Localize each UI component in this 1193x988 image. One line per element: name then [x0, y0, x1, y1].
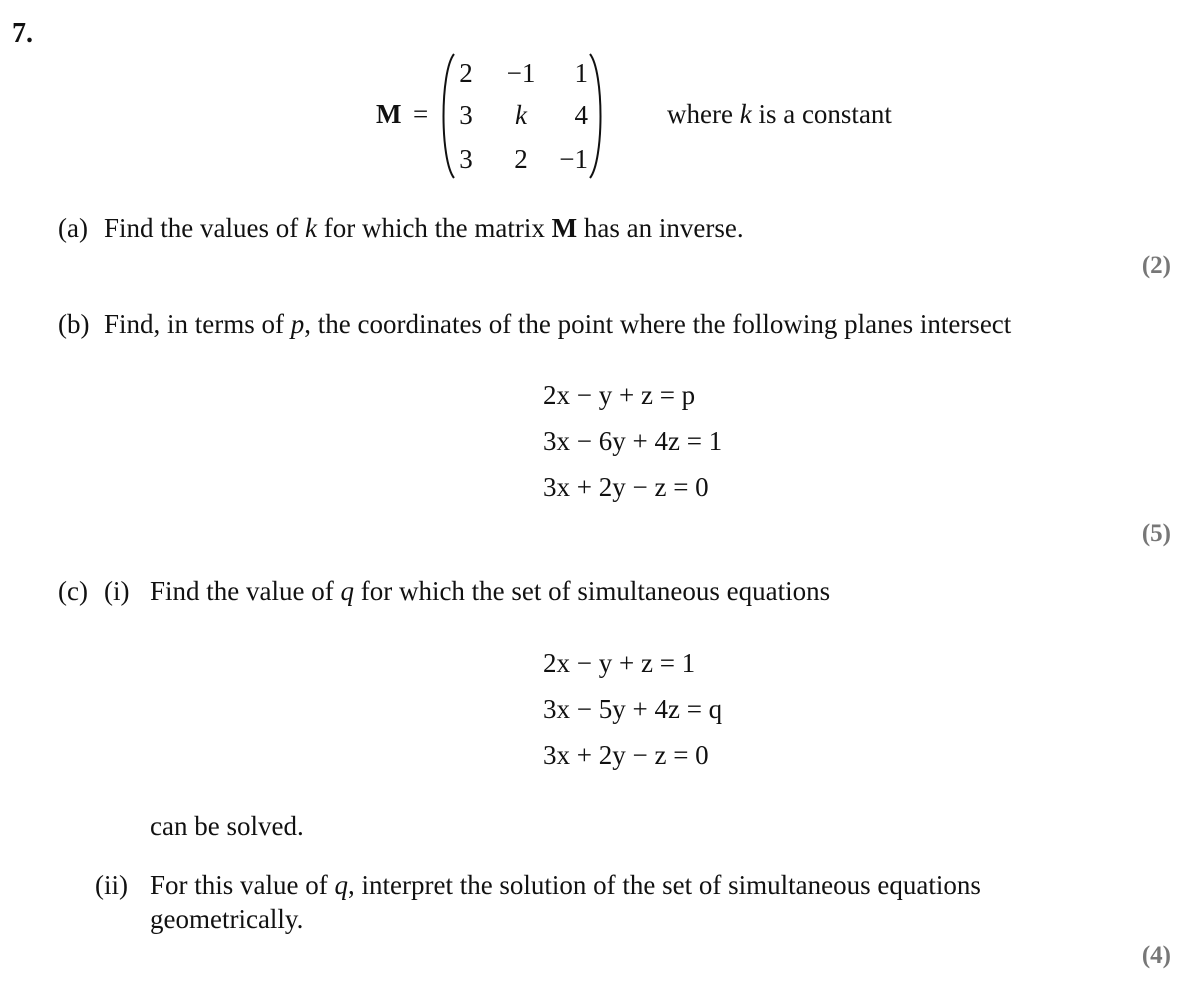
right-paren	[586, 52, 606, 180]
matrix-equals: =	[413, 99, 429, 129]
part-c-marks: (4)	[1141, 942, 1171, 969]
part-b-equation-1: 2x − y + z = p	[543, 380, 696, 410]
part-b-label: (b)	[58, 309, 90, 339]
matrix-cell-r3c1: 3	[459, 144, 473, 174]
matrix-name: M	[376, 99, 402, 129]
part-c-after-equations: can be solved.	[150, 811, 304, 841]
matrix-cell-r2c1: 3	[459, 100, 473, 130]
part-c-label: (c)	[58, 576, 88, 606]
part-c-ii-text-continued: geometrically.	[150, 904, 304, 934]
part-a-marks: (2)	[1141, 252, 1171, 279]
part-b-equation-3: 3x + 2y − z = 0	[543, 472, 709, 502]
part-c-equation-2: 3x − 5y + 4z = q	[543, 694, 723, 724]
matrix-cell-r2c3: 4	[574, 100, 588, 130]
part-b-equation-2: 3x − 6y + 4z = 1	[543, 426, 723, 456]
part-c-i-label: (i)	[104, 576, 130, 606]
matrix-cell-r3c3: −1	[559, 144, 588, 174]
question-number: 7.	[12, 18, 33, 49]
matrix-cell-r1c3: 1	[574, 58, 588, 88]
part-c-i-text: Find the value of q for which the set of simultaneous equations	[150, 576, 831, 606]
part-b-text: Find, in terms of p, the coordinates of the point where the following planes intersect	[104, 309, 1012, 339]
part-b-marks: (5)	[1141, 520, 1171, 547]
matrix-cell-r1c1: 2	[459, 58, 473, 88]
part-c-equation-1: 2x − y + z = 1	[543, 648, 696, 678]
matrix-M	[438, 52, 606, 180]
matrix-cell-r1c2: −1	[506, 58, 536, 88]
part-c-equation-3: 3x + 2y − z = 0	[543, 740, 709, 770]
part-c-ii-label: (ii)	[95, 870, 128, 900]
matrix-cell-r2c2: k	[515, 100, 527, 130]
matrix-cell-r3c2: 2	[514, 144, 528, 174]
part-a-label: (a)	[58, 213, 88, 243]
part-c-ii-text: For this value of q, interpret the solution of the set of simultaneous equations	[150, 870, 981, 900]
part-a-text: Find the values of k for which the matrix M has an inverse.	[104, 213, 744, 243]
matrix-note: where k is a constant	[667, 99, 892, 129]
